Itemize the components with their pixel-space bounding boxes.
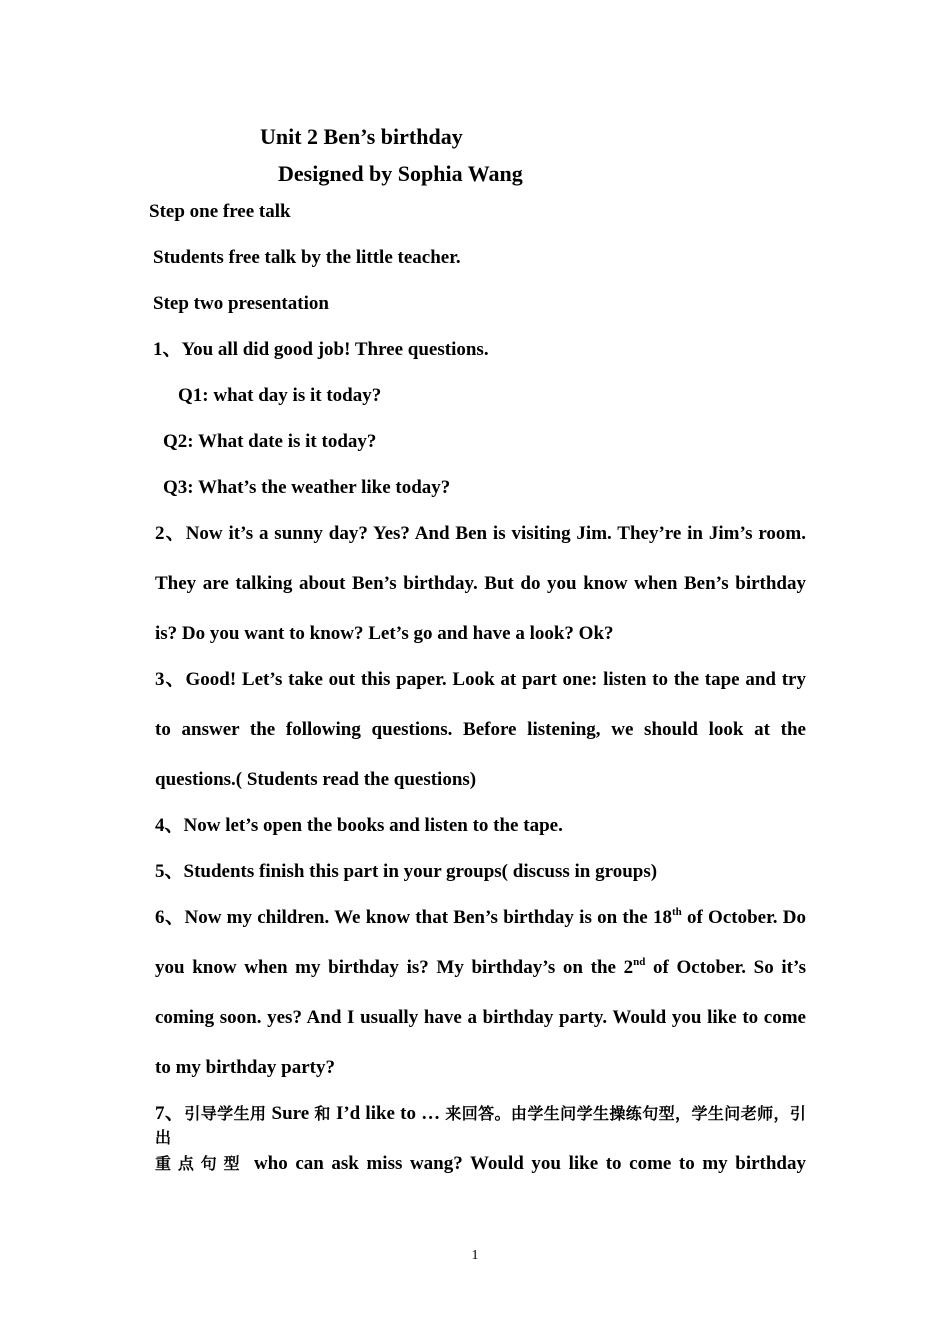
item-7-sure: Sure	[266, 1103, 315, 1124]
item-7-number: 7、	[155, 1103, 185, 1124]
item-3-line-2: to answer the following questions. Before listening, we should look at the	[155, 719, 806, 740]
document-title: Unit 2 Ben’s birthday	[260, 124, 463, 149]
item-7-line-2	[155, 1152, 806, 1176]
item-6-line-1-text: 6、Now my children. We know that Ben’s birthday is on the 18	[155, 907, 672, 928]
item-6-line-1-tail: of October. Do	[681, 907, 806, 928]
item-6-line-2-text: you know when my birthday is? My birthday’s on the 2	[155, 957, 634, 978]
item-2-line-2: They are talking about Ben’s birthday. But do you know when Ben’s birthday	[155, 573, 806, 594]
item-6-line-1	[155, 906, 806, 930]
item-6-line-2-tail: of October. So it’s	[645, 957, 806, 978]
item-7-chinese-1: 引导学生用	[184, 1104, 267, 1123]
item-7-chinese-and: 和	[314, 1104, 331, 1123]
document-subtitle: Designed by Sophia Wang	[278, 161, 523, 186]
question-3: Q3: What’s the weather like today?	[163, 477, 451, 498]
item-6-line-3: coming soon. yes? And I usually have a birthday party. Would you like to come	[155, 1007, 806, 1028]
item-3-line-1: 3、Good! Let’s take out this paper. Look at part one: listen to the tape and try	[155, 669, 806, 690]
item-7-chinese-2: 来回答。由学生问学生操练句型，学生问老师，引出	[155, 1104, 806, 1147]
question-1: Q1: what day is it today?	[178, 385, 382, 406]
free-talk-line: Students free talk by the little teacher.	[153, 247, 461, 268]
item-7-id-like: I’d like to …	[330, 1103, 446, 1124]
item-6-line-4: to my birthday party?	[155, 1057, 335, 1078]
item-7-chinese-3: 重点句型	[155, 1154, 247, 1173]
ordinal-suffix-th: th	[671, 906, 682, 918]
item-5-line: 5、Students finish this part in your groups( discuss in groups)	[155, 861, 658, 882]
page-number: 1	[471, 1248, 479, 1263]
item-2-line-3: is? Do you want to know? Let’s go and have a look? Ok?	[155, 623, 614, 644]
item-3-line-3: questions.( Students read the questions)	[155, 769, 477, 790]
item-1-line: 1、You all did good job! Three questions.	[153, 339, 489, 360]
item-7-line-1	[155, 1102, 806, 1150]
item-7-line-2-text: who can ask miss wang? Would you like to come to my birthday	[246, 1153, 806, 1174]
item-2-line-1: 2、Now it’s a sunny day? Yes? And Ben is visiting Jim. They’re in Jim’s room.	[155, 523, 806, 544]
ordinal-suffix-nd: nd	[633, 956, 646, 968]
step-two-heading: Step two presentation	[153, 293, 329, 314]
item-4-line: 4、Now let’s open the books and listen to the tape.	[155, 815, 563, 836]
question-2: Q2: What date is it today?	[163, 431, 377, 452]
step-one-heading: Step one free talk	[149, 201, 291, 222]
item-6-line-2	[155, 956, 806, 980]
